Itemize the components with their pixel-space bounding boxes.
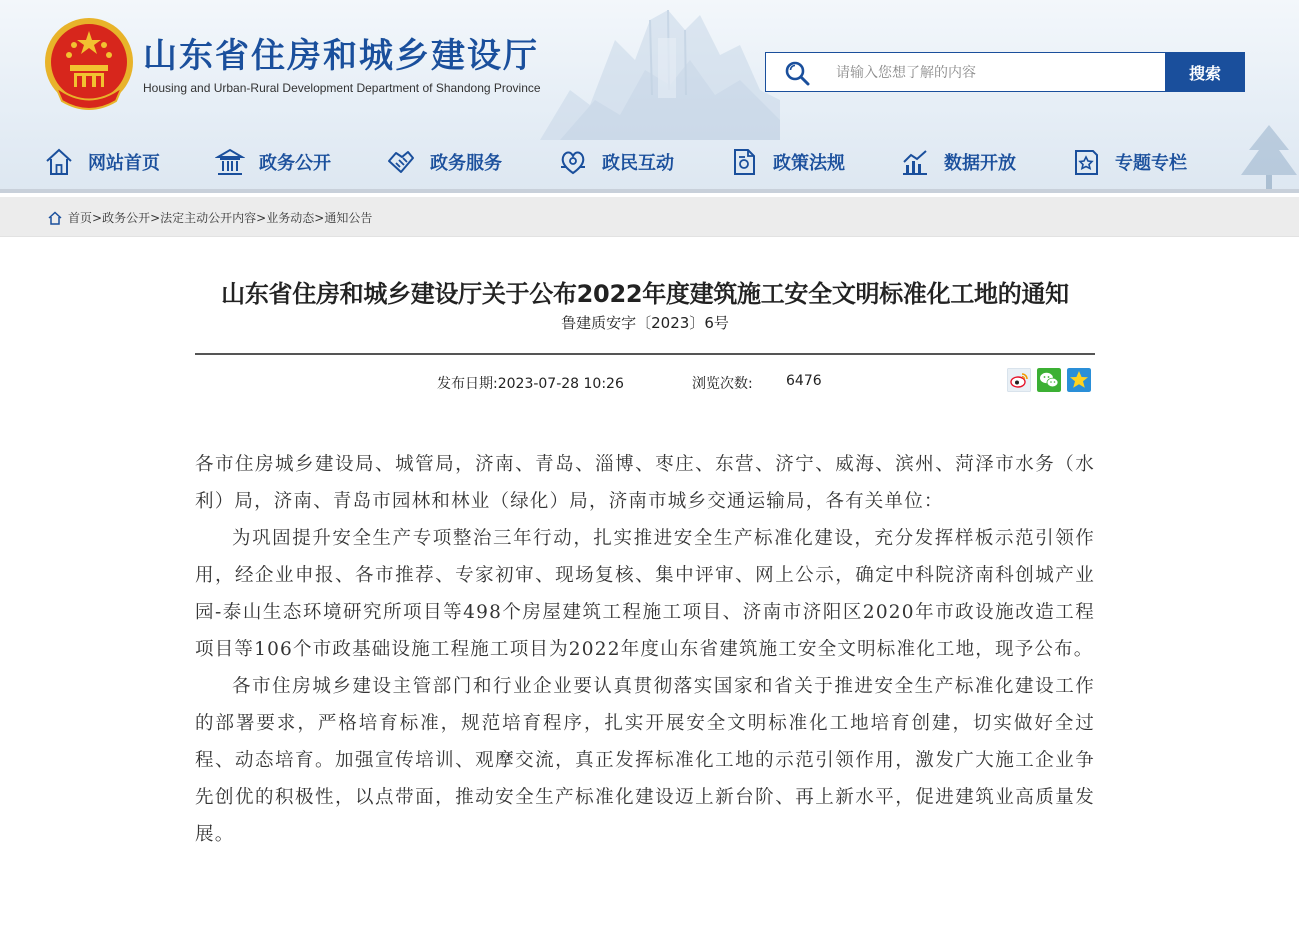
article-title: 山东省住房和城乡建设厅关于公布2022年度建筑施工安全文明标准化工地的通知 [221,280,1069,308]
search-icon[interactable] [784,60,810,86]
breadcrumb-link-business-news[interactable]: 业务动态 [266,211,315,225]
breadcrumb-separator: > [92,210,103,225]
search-box [765,52,1166,92]
breadcrumb-link-notices[interactable]: 通知公告 [324,211,373,225]
nav-label: 网站首页 [88,153,160,174]
national-emblem-logo [44,17,134,111]
article-body [195,446,1095,853]
weibo-icon[interactable] [1007,368,1031,392]
mountain-landscape-decoration [540,0,780,140]
nav-item-policies-regulations[interactable] [729,140,845,184]
publish-date: 发布日期:2023-07-28 10:26 [437,376,624,392]
nav-item-special-topics[interactable] [1071,140,1187,184]
nav-label: 政务服务 [430,153,502,174]
views-count: 6476 [786,373,822,389]
nav-label: 政策法规 [773,153,845,174]
article-paragraph: 为巩固提升安全生产专项整治三年行动，扎实推进安全生产标准化建设，充分发挥样板示范引领作用，经企业申报、各市推荐、专家初审、现场复核、集中评审、网上公示，确定中科院济南科创城产业园-泰山生态环境研究所项目等498个房屋建筑工程施工项目、济南市济阳区2020年市政设施改造工程项目等106个市政基础设施工程施工项目为2022年度山东省建筑施工安全文明标准化工地，现予公布。 [195,528,1095,660]
handshake-icon [386,147,416,177]
views-label: 浏览次数: [692,376,753,392]
site-header [0,0,1299,193]
title-divider [195,353,1095,355]
nav-item-home[interactable] [44,140,160,184]
document-number: 鲁建质安字〔2023〕6号 [561,314,729,332]
interaction-icon [558,147,588,177]
nav-label: 专题专栏 [1115,153,1187,174]
article-paragraph: 各市住房城乡建设主管部门和行业企业要认真贯彻落实国家和省关于推进安全生产标准化建设工作的部署要求，严格培育标准，规范培育程序，扎实开展安全文明标准化工地培育创建，切实做好全过程、动态培育。加强宣传培训、观摩交流，真正发挥标准化工地的示范引领作用，激发广大施工企业争先创优的积极性，以点带面，推动安全生产标准化建设迈上新台阶、再上新水平，促进建筑业高质量发展。 [195,676,1095,845]
government-building-icon [215,147,245,177]
nav-item-government-services[interactable] [386,140,502,184]
breadcrumb-separator: > [256,210,267,225]
breadcrumb-separator: > [314,210,325,225]
nav-item-government-affairs[interactable] [215,140,331,184]
nav-item-public-interaction[interactable] [558,140,674,184]
home-icon [44,147,74,177]
breadcrumb-row [48,209,372,226]
breadcrumb-separator: > [150,210,161,225]
breadcrumb-link-home[interactable]: 首页 [68,211,93,225]
article-paragraph-recipients: 各市住房城乡建设局、城管局，济南、青岛、淄博、枣庄、东营、济宁、威海、滨州、菏泽市水务（水利）局，济南、青岛市园林和林业（绿化）局，济南市城乡交通运输局，各有关单位： [195,454,1095,512]
nav-item-open-data[interactable] [900,140,1016,184]
document-icon [729,147,759,177]
chart-icon [900,147,930,177]
breadcrumb [0,197,1299,237]
star-document-icon [1071,147,1101,177]
qzone-icon[interactable] [1067,368,1091,392]
breadcrumb-link-government-affairs[interactable]: 政务公开 [102,211,151,225]
wechat-icon[interactable] [1037,368,1061,392]
nav-label: 数据开放 [944,153,1016,174]
nav-label: 政务公开 [259,153,331,174]
nav-label: 政民互动 [602,153,674,174]
search-button[interactable]: 搜索 [1165,52,1245,92]
site-subtitle: Housing and Urban-Rural Development Department of Shandong Province [143,81,541,95]
breadcrumb-link-statutory-content[interactable]: 法定主动公开内容 [160,211,257,225]
main-navigation [0,140,1299,184]
home-icon [48,211,62,225]
site-title: 山东省住房和城乡建设厅 [143,36,539,76]
nav-underline-bar [0,189,1299,193]
search-input[interactable] [836,62,1156,84]
